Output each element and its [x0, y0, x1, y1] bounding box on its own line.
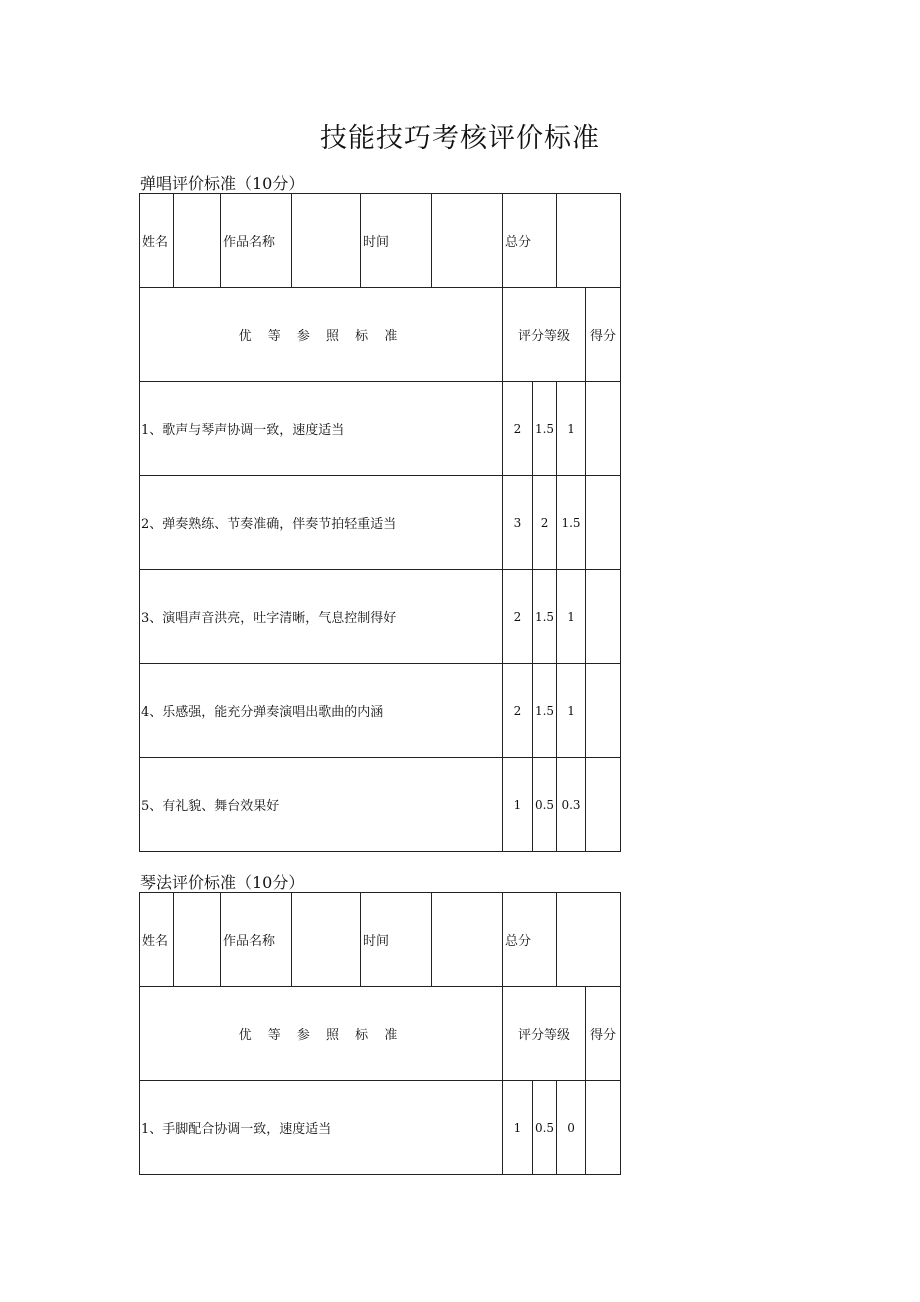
grade-mid: 2 [533, 476, 557, 570]
grade-low: 1 [557, 664, 586, 758]
info-row [140, 194, 621, 288]
grade-low: 0.3 [557, 758, 586, 852]
standard-header: 优 等 参 照 标 准 [140, 987, 503, 1081]
piano-evaluation-table [139, 892, 621, 1175]
criterion-text: 2、弹奏熟练、节奏准确，伴奏节拍轻重适当 [140, 476, 503, 570]
grade-low: 1.5 [557, 476, 586, 570]
work-value-cell [292, 893, 361, 987]
name-label: 姓名 [140, 893, 174, 987]
score-cell[interactable] [586, 664, 621, 758]
grade-mid: 1.5 [533, 664, 557, 758]
score-header: 得分 [586, 987, 621, 1081]
criterion-text: 5、有礼貌、舞台效果好 [140, 758, 503, 852]
singing-evaluation-table [139, 193, 621, 852]
grade-high: 2 [503, 382, 533, 476]
grade-mid: 1.5 [533, 570, 557, 664]
criterion-text: 1、手脚配合协调一致，速度适当 [140, 1081, 503, 1175]
standard-header: 优 等 参 照 标 准 [140, 288, 503, 382]
time-value-cell [432, 893, 503, 987]
section-title-piano: 琴法评价标准（10分） [140, 873, 305, 892]
criterion-text: 1、歌声与琴声协调一致，速度适当 [140, 382, 503, 476]
time-label: 时间 [361, 893, 432, 987]
grade-high: 1 [503, 1081, 533, 1175]
name-value-cell [174, 893, 221, 987]
name-label: 姓名 [140, 194, 174, 288]
score-cell[interactable] [586, 1081, 621, 1175]
grade-high: 1 [503, 758, 533, 852]
info-row [140, 893, 621, 987]
score-cell[interactable] [586, 570, 621, 664]
total-value-cell [557, 893, 621, 987]
grade-high: 2 [503, 664, 533, 758]
grade-mid: 0.5 [533, 758, 557, 852]
work-label: 作品名称 [221, 893, 292, 987]
criterion-row [140, 382, 621, 476]
grade-levels-header: 评分等级 [503, 288, 586, 382]
time-value-cell [432, 194, 503, 288]
total-label: 总分 [503, 893, 557, 987]
document-title: 技能技巧考核评价标准 [320, 123, 600, 154]
work-label: 作品名称 [221, 194, 292, 288]
grade-low: 1 [557, 570, 586, 664]
grade-levels-header: 评分等级 [503, 987, 586, 1081]
grade-mid: 1.5 [533, 382, 557, 476]
name-value-cell [174, 194, 221, 288]
score-cell[interactable] [586, 758, 621, 852]
criterion-text: 4、乐感强，能充分弹奏演唱出歌曲的内涵 [140, 664, 503, 758]
score-header: 得分 [586, 288, 621, 382]
criterion-row [140, 1081, 621, 1175]
criterion-text: 3、演唱声音洪亮，吐字清晰，气息控制得好 [140, 570, 503, 664]
score-cell[interactable] [586, 382, 621, 476]
criterion-row [140, 664, 621, 758]
grade-mid: 0.5 [533, 1081, 557, 1175]
total-label: 总分 [503, 194, 557, 288]
criterion-row [140, 476, 621, 570]
score-cell[interactable] [586, 476, 621, 570]
criterion-row [140, 758, 621, 852]
time-label: 时间 [361, 194, 432, 288]
work-value-cell [292, 194, 361, 288]
standard-header-row [140, 288, 621, 382]
grade-low: 0 [557, 1081, 586, 1175]
criterion-row [140, 570, 621, 664]
grade-low: 1 [557, 382, 586, 476]
section-title-singing: 弹唱评价标准（10分） [140, 174, 305, 193]
standard-header-row [140, 987, 621, 1081]
total-value-cell [557, 194, 621, 288]
grade-high: 2 [503, 570, 533, 664]
grade-high: 3 [503, 476, 533, 570]
